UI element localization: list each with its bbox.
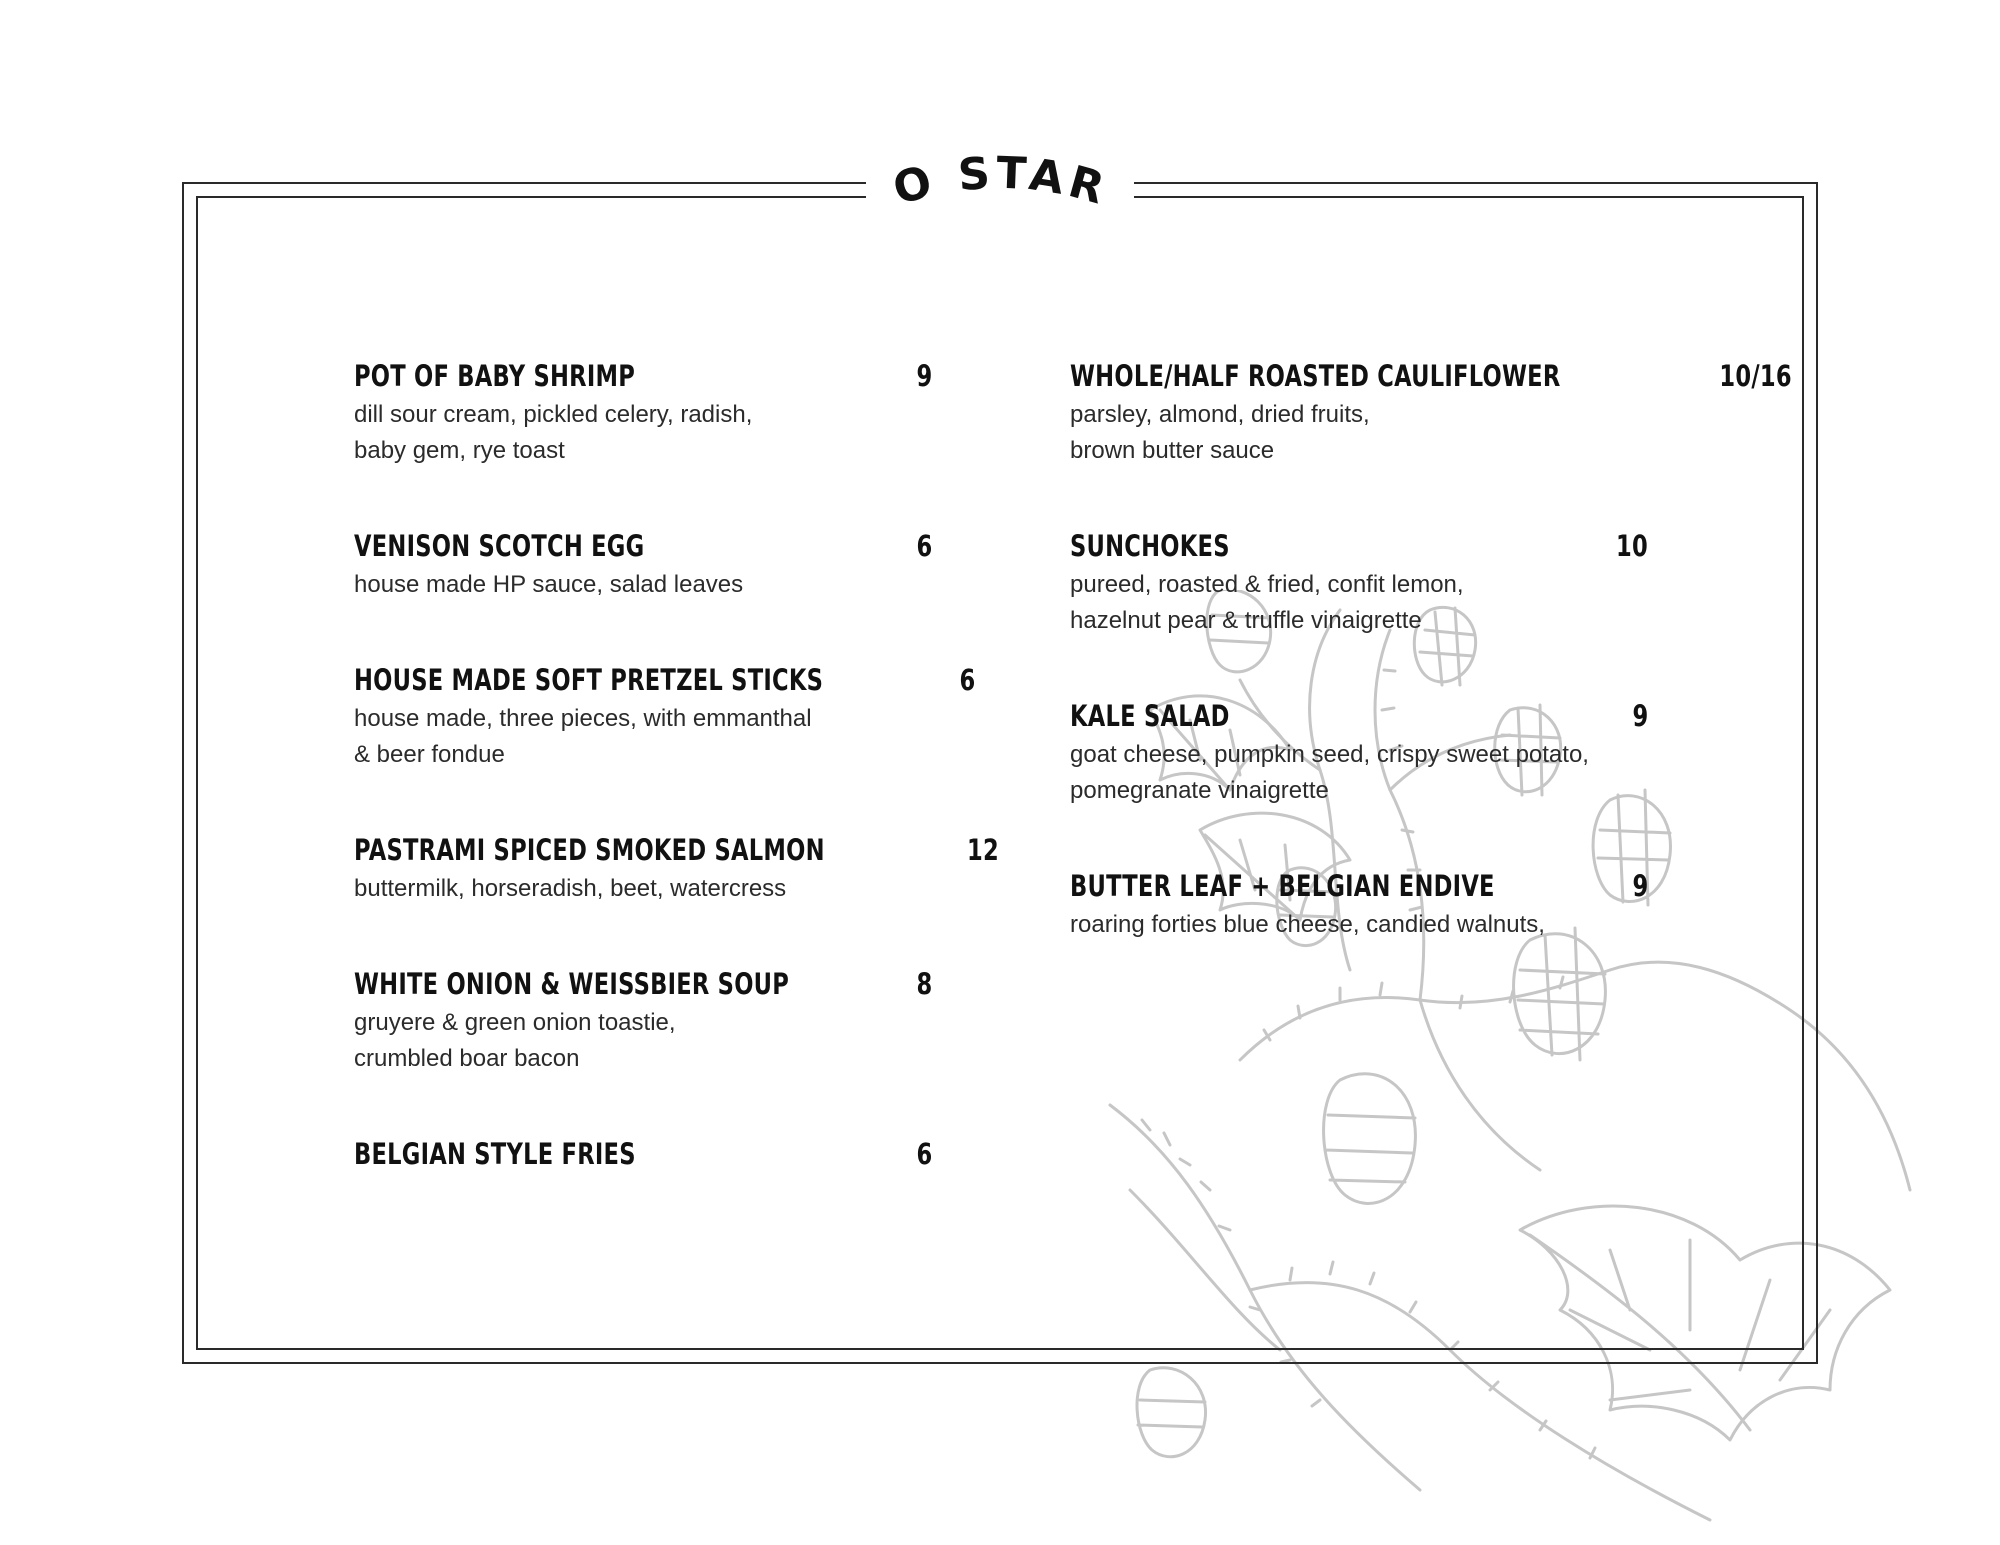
- menu-item: [1070, 695, 1648, 809]
- item-description-line: dill sour cream, pickled celery, radish,: [354, 401, 753, 428]
- item-description-line: parsley, almond, dried fruits,: [1070, 401, 1370, 428]
- item-description-line: pureed, roasted & fried, confit lemon,: [1070, 571, 1464, 598]
- item-description-line: buttermilk, horseradish, beet, watercress: [354, 875, 787, 902]
- item-price: 8: [916, 967, 933, 1001]
- item-description-line: pomegranate vinaigrette: [1070, 777, 1329, 804]
- item-description: [354, 701, 932, 773]
- item-name: PASTRAMI SPICED SMOKED SALMON: [354, 833, 825, 867]
- item-description-line: baby gem, rye toast: [354, 437, 565, 464]
- item-name: KALE SALAD: [1070, 699, 1230, 733]
- item-name: VENISON SCOTCH EGG: [354, 529, 645, 563]
- item-name: WHITE ONION & WEISSBIER SOUP: [354, 967, 790, 1001]
- item-description: [354, 1005, 932, 1077]
- item-description-line: gruyere & green onion toastie,: [354, 1009, 676, 1036]
- item-name: POT OF BABY SHRIMP: [354, 359, 636, 393]
- right-menu-column: [1070, 355, 1792, 999]
- item-price: 9: [916, 359, 932, 393]
- item-description: [354, 871, 932, 907]
- item-price: 10: [1616, 529, 1648, 563]
- svg-text:TO START: [848, 98, 1112, 215]
- item-description-line: goat cheese, pumpkin seed, crispy sweet potato,: [1070, 741, 1589, 768]
- section-title-text: TO START: [848, 98, 1113, 216]
- menu-item: [354, 659, 976, 773]
- menu-item: [354, 355, 932, 469]
- item-price: 10/16: [1719, 359, 1792, 393]
- item-price: 12: [966, 833, 999, 867]
- item-description-line: brown butter sauce: [1070, 437, 1275, 464]
- menu-item: [1070, 355, 1792, 469]
- menu-item: [1070, 525, 1648, 639]
- item-price: 6: [959, 663, 976, 697]
- item-description: [1070, 737, 1648, 809]
- menu-item: [354, 963, 932, 1077]
- item-price: 6: [916, 529, 932, 563]
- item-name: WHOLE/HALF ROASTED CAULIFLOWER: [1070, 359, 1561, 393]
- item-description: [1070, 397, 1648, 469]
- item-price: 6: [916, 1137, 932, 1171]
- item-name: HOUSE MADE SOFT PRETZEL STICKS: [354, 663, 824, 697]
- item-description: [354, 397, 932, 469]
- item-price: 9: [1632, 869, 1648, 903]
- item-description-line: crumbled boar bacon: [354, 1045, 580, 1072]
- item-description: [1070, 907, 1648, 943]
- item-description-line: house made, three pieces, with emmanthal: [354, 705, 812, 732]
- menu-item: [1070, 865, 1648, 943]
- item-description: [354, 567, 932, 603]
- menu-item: [354, 525, 932, 603]
- menu-item: [354, 1133, 932, 1175]
- item-description-line: roaring forties blue cheese, candied walnuts,: [1070, 911, 1545, 938]
- item-name: BELGIAN STYLE FRIES: [354, 1137, 636, 1171]
- item-description-line: house made HP sauce, salad leaves: [354, 571, 744, 598]
- item-price: 9: [1632, 699, 1648, 733]
- menu-item: [354, 829, 999, 907]
- item-name: BUTTER LEAF + BELGIAN ENDIVE: [1070, 869, 1495, 903]
- item-description-line: & beer fondue: [354, 741, 505, 768]
- item-name: SUNCHOKES: [1070, 529, 1230, 563]
- left-menu-column: [354, 355, 999, 1231]
- item-description-line: hazelnut pear & truffle vinaigrette: [1070, 607, 1422, 634]
- section-title: [848, 98, 1134, 228]
- item-description: [1070, 567, 1648, 639]
